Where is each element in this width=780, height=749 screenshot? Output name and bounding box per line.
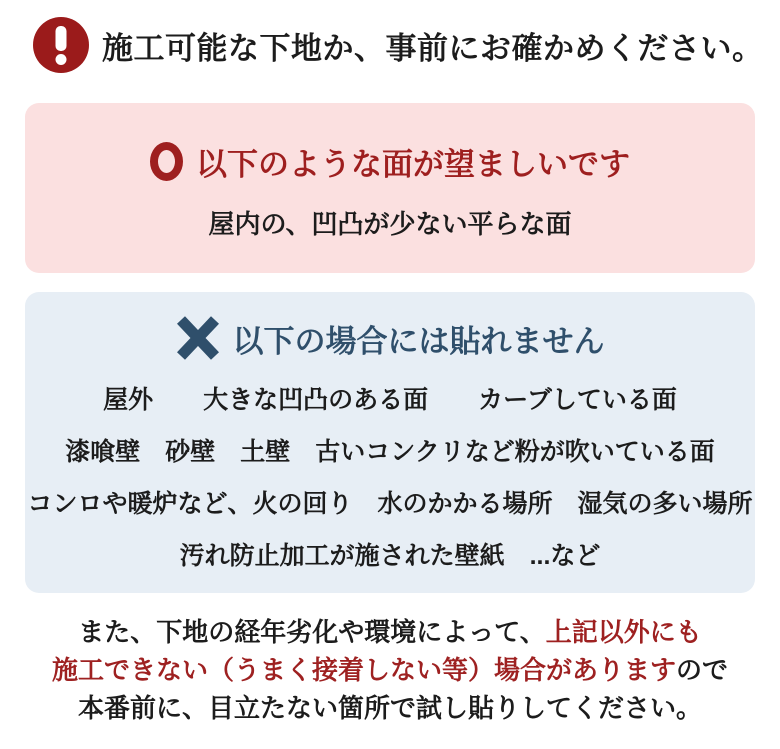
page-title: 施工可能な下地か、事前にお確かめください。 (102, 30, 764, 66)
footer-text-red: 施工できない（うまく接着しない等）場合があります (51, 655, 676, 685)
exclamation-circle-icon (33, 17, 89, 73)
suitable-note: 屋内の、凹凸が少ない平らな面 (208, 209, 572, 239)
footer-text: 本番前に、目立たない箇所で試し貼りしてください。 (77, 693, 702, 723)
footer-line-3 (0, 689, 780, 727)
footer-text-red: 上記以外にも (545, 617, 702, 647)
unsuitable-list-item: コンロや暖炉など、火の回り 水のかかる場所 湿気の多い場所 (27, 490, 753, 518)
exclamation-dot (56, 54, 67, 65)
unsuitable-heading: 以下の場合には貼れません (232, 323, 605, 359)
footer-text: ので (676, 655, 729, 685)
footer-text: また、下地の経年劣化や環境によって、 (78, 617, 546, 647)
footer-line-1 (0, 613, 780, 651)
footer-line-2 (0, 651, 780, 689)
exclamation-bar (56, 26, 67, 51)
unsuitable-list-item: 漆喰壁 砂壁 土壁 古いコンクリなど粉が吹いている面 (65, 438, 715, 466)
header (0, 0, 780, 73)
suitable-heading: 以下のような面が望ましいです (196, 147, 630, 182)
circle-ok-icon (150, 142, 183, 181)
unsuitable-list-item: 汚れ防止加工が施された壁紙 ...など (179, 542, 601, 570)
unsuitable-surface-box (25, 292, 755, 593)
cross-icon (176, 315, 220, 361)
unsuitable-list-item: 屋外 大きな凹凸のある面 カーブしている面 (103, 386, 677, 414)
unsuitable-heading-row (176, 315, 605, 361)
unsuitable-list (25, 372, 755, 580)
suitable-surface-box (25, 103, 755, 273)
footer-note (0, 613, 780, 727)
suitable-heading-row (150, 139, 630, 184)
